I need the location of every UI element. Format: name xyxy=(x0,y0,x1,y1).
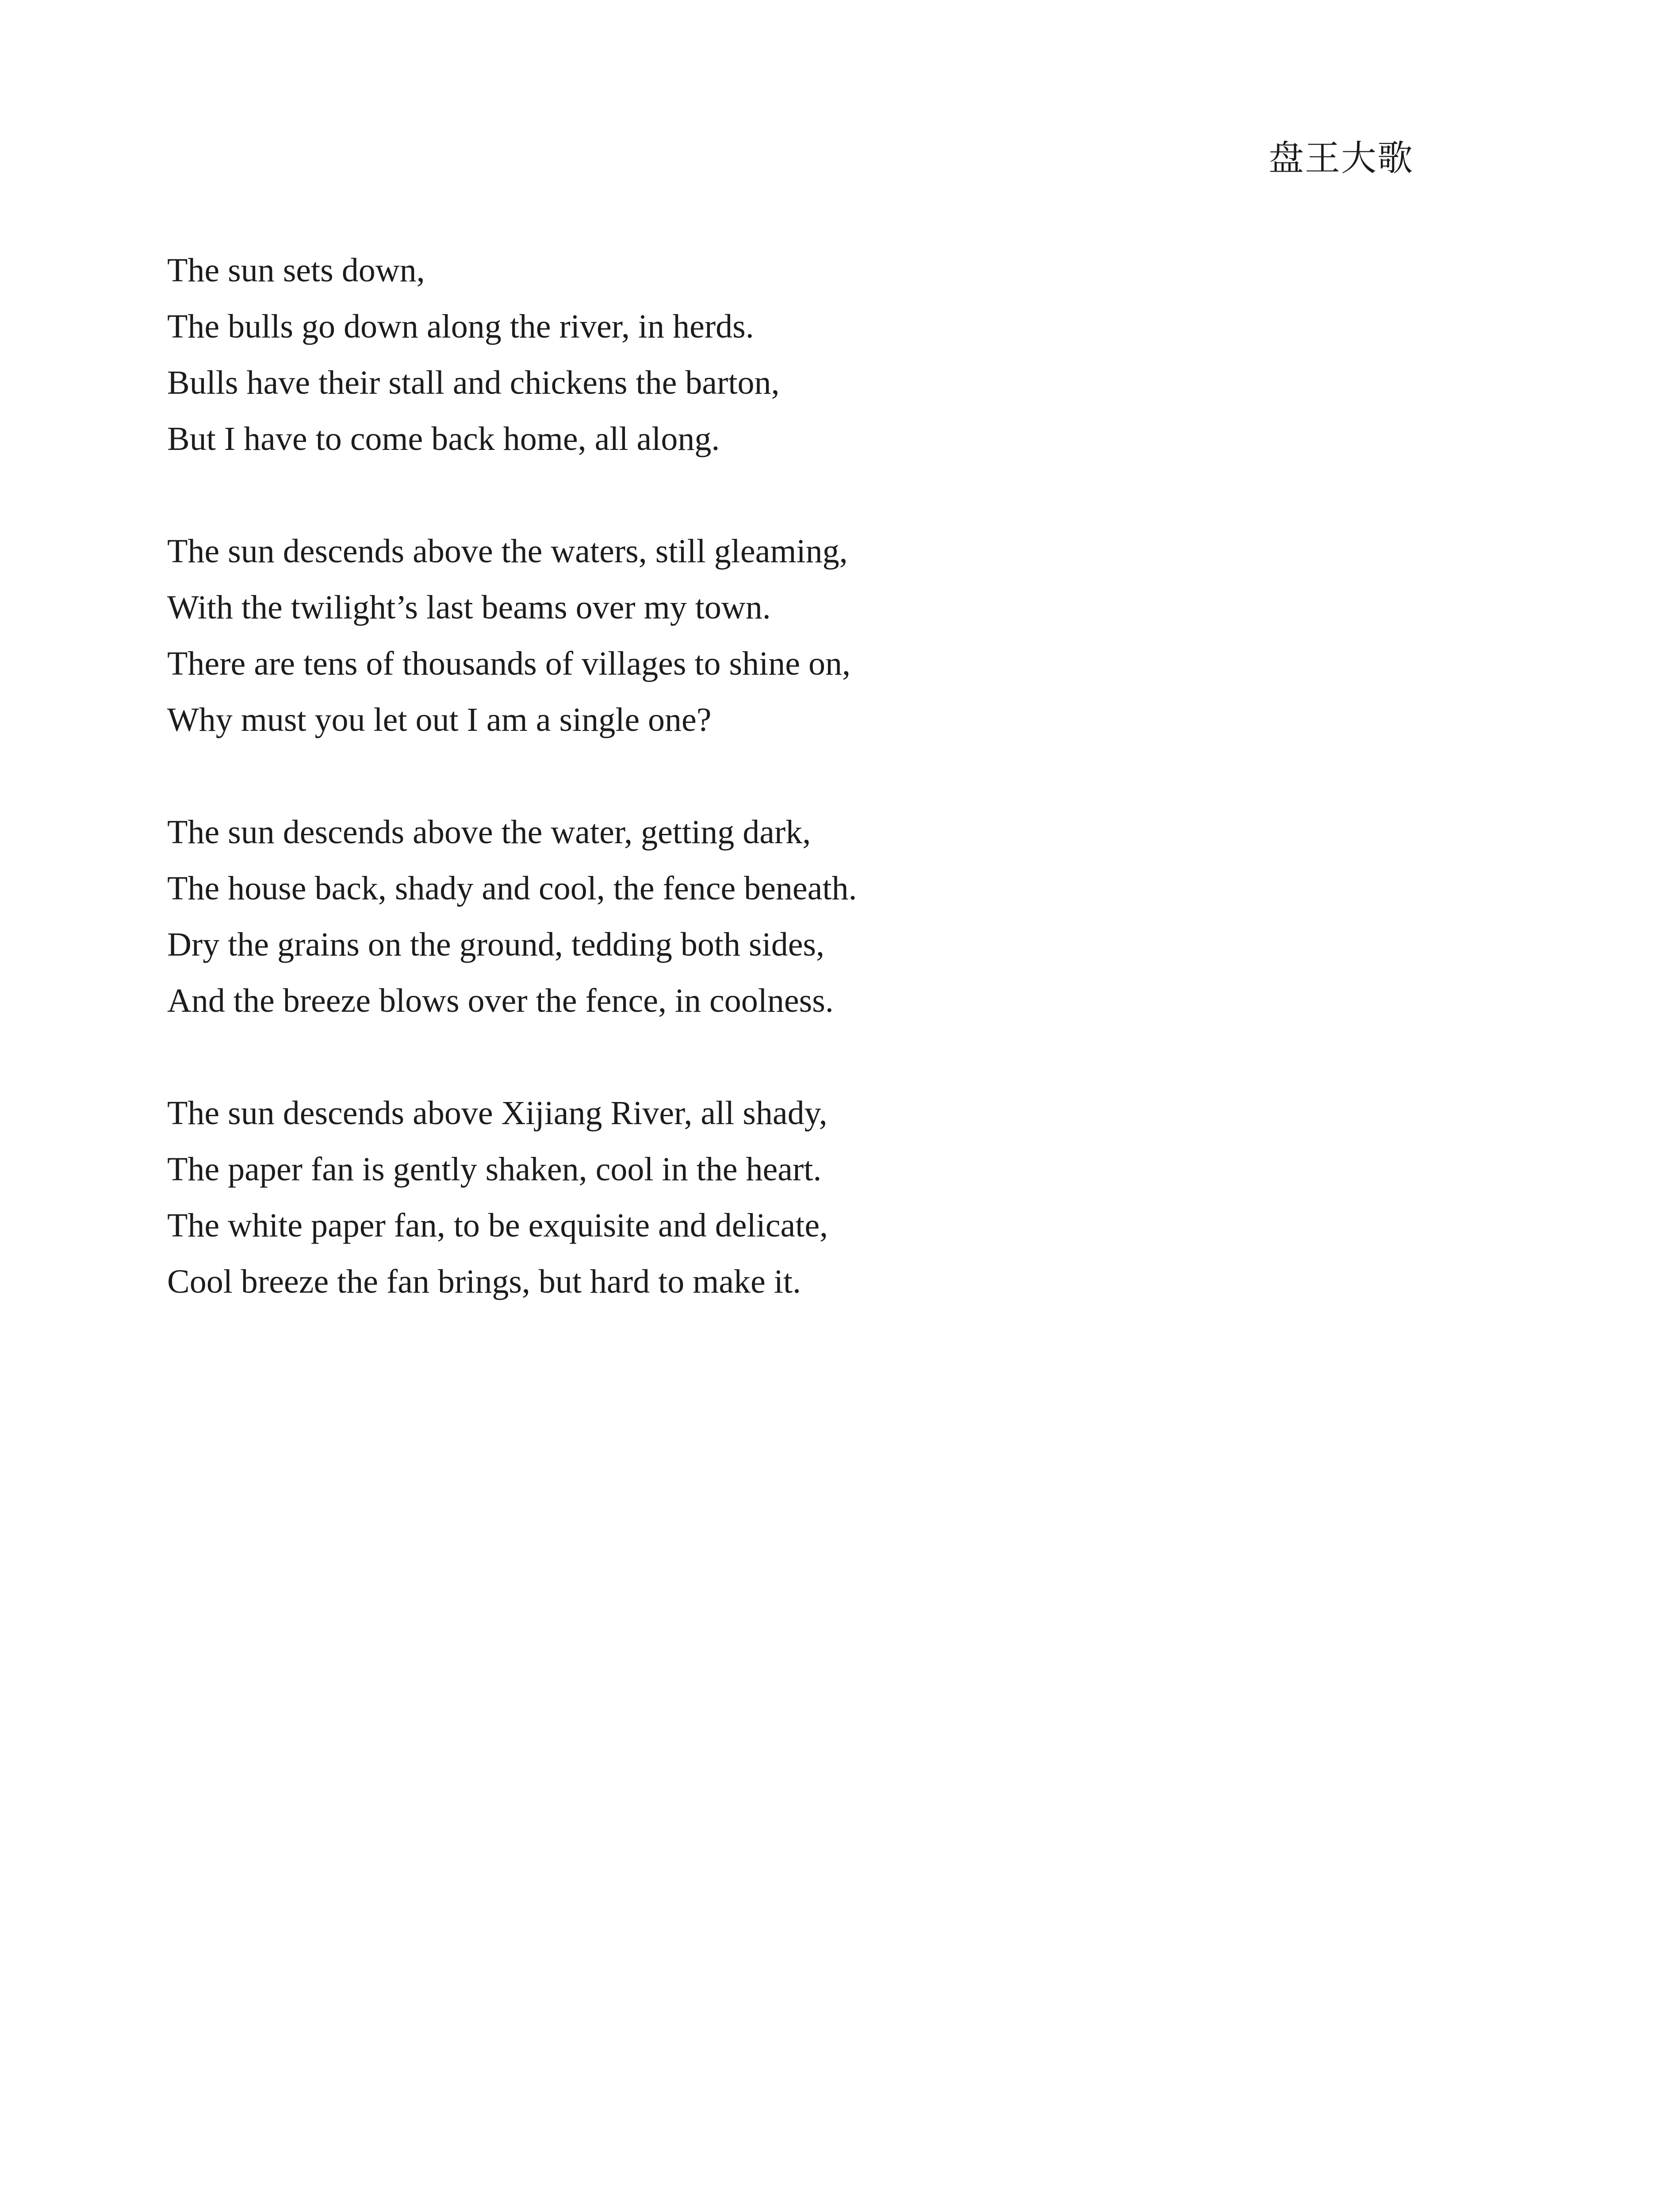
running-header-title: 盘王大歌 xyxy=(1268,138,1414,179)
poem-line: Dry the grains on the ground, tedding both sides, xyxy=(167,926,825,963)
stanza-2 xyxy=(167,523,1450,748)
poem-line: Why must you let out I am a single one? xyxy=(167,701,712,738)
poem-line: The house back, shady and cool, the fence beneath. xyxy=(167,870,857,907)
poem-line: The paper fan is gently shaken, cool in the heart. xyxy=(167,1151,822,1188)
poem-body xyxy=(167,242,1450,1366)
stanza-1 xyxy=(167,242,1450,467)
stanza-3 xyxy=(167,804,1450,1029)
poem-line: The sun descends above the water, getting dark, xyxy=(167,814,811,851)
stanza-4 xyxy=(167,1085,1450,1310)
poem-line: The white paper fan, to be exquisite and delicate, xyxy=(167,1207,828,1244)
poem-line: The bulls go down along the river, in herds. xyxy=(167,308,754,345)
poem-line: There are tens of thousands of villages to shine on, xyxy=(167,645,851,682)
poem-line: And the breeze blows over the fence, in coolness. xyxy=(167,982,834,1019)
poem-line: The sun sets down, xyxy=(167,252,425,289)
poem-line: The sun descends above Xijiang River, all shady, xyxy=(167,1094,828,1132)
poem-line: But I have to come back home, all along. xyxy=(167,420,720,457)
poem-line: Cool breeze the fan brings, but hard to make it. xyxy=(167,1263,801,1300)
poem-line: Bulls have their stall and chickens the barton, xyxy=(167,364,780,401)
poem-line: With the twilight’s last beams over my town. xyxy=(167,589,771,626)
poem-line: The sun descends above the waters, still gleaming, xyxy=(167,533,848,570)
